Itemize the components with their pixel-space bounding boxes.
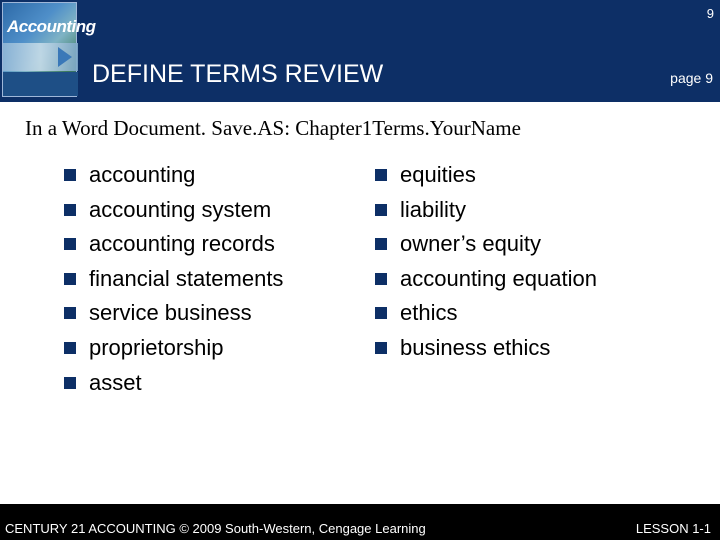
term-label: equities <box>400 162 476 187</box>
cover-title: Accounting <box>7 17 96 36</box>
footer-copyright: CENTURY 21 ACCOUNTING © 2009 South-Western, Cengage Learning <box>5 521 426 536</box>
list-item <box>64 160 283 195</box>
cover-arrow-icon <box>58 47 72 67</box>
term-label: asset <box>89 369 142 395</box>
term-label: accounting <box>89 162 196 187</box>
list-item <box>375 160 597 195</box>
list-item <box>375 264 597 299</box>
list-item <box>375 333 597 368</box>
term-label: service business <box>89 300 252 326</box>
footer-lesson: LESSON 1-1 <box>635 521 711 536</box>
square-bullet-icon <box>64 377 76 389</box>
term-label: accounting system <box>89 196 272 222</box>
term-label: accounting equation <box>400 265 597 291</box>
square-bullet-icon <box>375 238 387 250</box>
list-item <box>375 229 597 264</box>
square-bullet-icon <box>64 238 76 250</box>
list-item <box>375 195 597 230</box>
list-item <box>64 368 283 403</box>
term-label: accounting records <box>89 231 275 257</box>
textbook-cover-image <box>2 2 96 97</box>
square-bullet-icon <box>375 169 387 181</box>
square-bullet-icon <box>375 342 387 354</box>
term-label: proprietorship <box>89 334 224 360</box>
term-label: ethics <box>400 300 458 326</box>
square-bullet-icon <box>64 169 76 181</box>
slide-title: DEFINE TERMS REVIEW <box>92 60 384 88</box>
list-item <box>375 298 597 333</box>
term-label: liability <box>400 196 467 222</box>
square-bullet-icon <box>375 273 387 285</box>
square-bullet-icon <box>64 273 76 285</box>
page-reference: page 9 <box>670 70 713 86</box>
square-bullet-icon <box>64 204 76 216</box>
terms-list-right <box>375 160 597 368</box>
slide-number: 9 <box>706 6 714 21</box>
list-item <box>64 264 283 299</box>
cover-bottom-band <box>3 72 78 96</box>
square-bullet-icon <box>64 307 76 319</box>
term-label: business ethics <box>400 334 551 360</box>
square-bullet-icon <box>64 342 76 354</box>
list-item <box>64 298 283 333</box>
list-item <box>64 333 283 368</box>
header-banner <box>0 0 720 102</box>
list-item <box>64 195 283 230</box>
term-label: financial statements <box>89 265 284 291</box>
square-bullet-icon <box>375 307 387 319</box>
instruction-text: In a Word Document. Save.AS: Chapter1Terms.YourName <box>25 116 521 140</box>
footer-bar <box>0 504 720 540</box>
list-item <box>64 229 283 264</box>
terms-list-left <box>64 160 283 402</box>
term-label: owner’s equity <box>400 231 542 257</box>
square-bullet-icon <box>375 204 387 216</box>
